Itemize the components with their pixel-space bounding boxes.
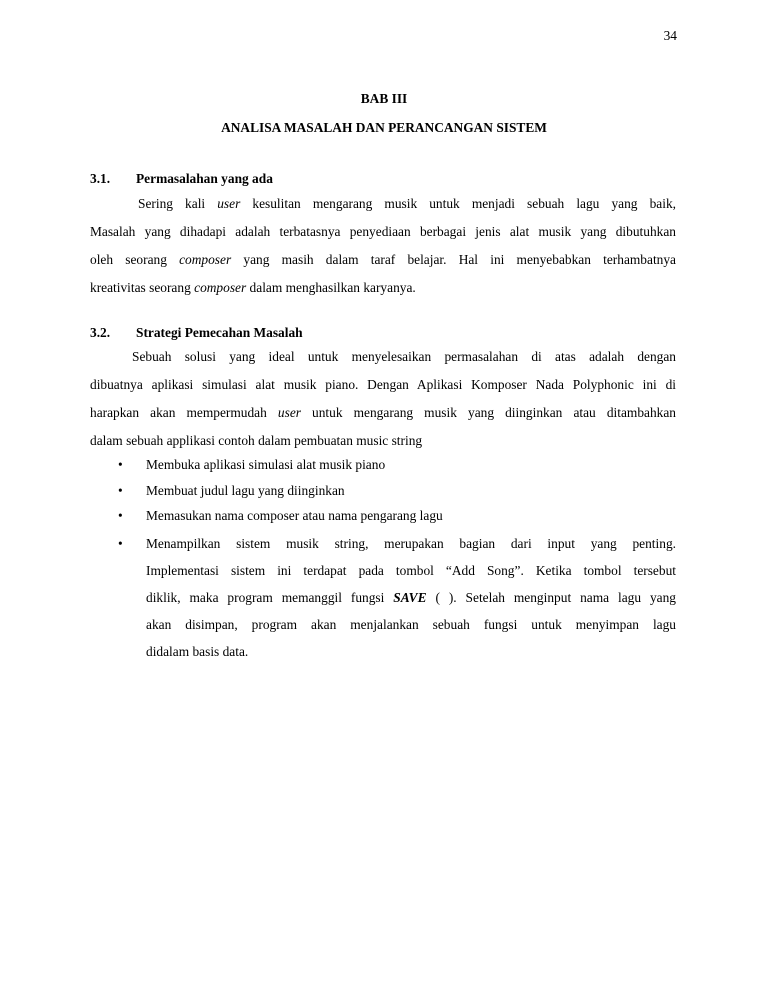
bullet-icon: • (118, 508, 123, 523)
page-number: 34 (663, 28, 677, 43)
bullet-icon: • (118, 535, 123, 551)
list-item-line: diklik, maka program memanggil fungsi SAVE ( ). Setelah menginput nama lagu yang (146, 589, 676, 605)
paragraph-line: dibuatnya aplikasi simulasi alat musik piano. Dengan Aplikasi Komposer Nada Polyphonic ini di (90, 377, 676, 392)
paragraph-line: harapkan akan mempermudah user untuk mengarang musik yang diinginkan atau ditambahkan (90, 405, 676, 420)
bullet-list (118, 452, 676, 665)
list-item-line: Menampilkan sistem musik string, merupakan bagian dari input yang penting. (146, 535, 676, 551)
paragraph-line: kreativitas seorang composer dalam menghasilkan karyanya. (90, 280, 416, 295)
list-item-line: Implementasi sistem ini terdapat pada tombol “Add Song”. Ketika tombol tersebut (146, 562, 676, 578)
bullet-icon: • (118, 457, 123, 472)
chapter-title: ANALISA MASALAH DAN PERANCANGAN SISTEM (221, 120, 547, 135)
list-item-line: akan disimpan, program akan menjalankan sebuah fungsi untuk menyimpan lagu (146, 616, 676, 632)
section-title: Strategi Pemecahan Masalah (136, 325, 303, 340)
list-item: • Membuat judul lagu yang diinginkan (118, 478, 676, 504)
bullet-icon: • (118, 482, 123, 498)
paragraph-3-2 (90, 343, 676, 455)
paragraph-line: dalam sebuah applikasi contoh dalam pembuatan music string (90, 433, 423, 448)
list-item (118, 530, 676, 665)
paragraph-line: oleh seorang composer yang masih dalam taraf belajar. Hal ini menyebabkan terhambatnya (90, 252, 676, 267)
paragraph-3-1 (90, 190, 676, 302)
section-heading-3-2 (90, 325, 303, 341)
paragraph-line: Sebuah solusi yang ideal untuk menyelesaikan permasalahan di atas adalah dengan (132, 349, 676, 364)
section-number: 3.1. (90, 171, 111, 186)
section-heading-3-1 (90, 171, 273, 187)
paragraph-line: Masalah yang dihadapi adalah terbatasnya penyediaan berbagai jenis alat musik yang dibutuhkan (90, 224, 676, 239)
section-title: Permasalahan yang ada (136, 171, 273, 186)
list-item: • Membuka aplikasi simulasi alat musik piano (118, 452, 676, 478)
paragraph-line: Sering kali user kesulitan mengarang musik untuk menjadi sebuah lagu yang baik, (138, 196, 676, 211)
list-item-line: didalam basis data. (146, 643, 249, 659)
list-item: • Memasukan nama composer atau nama pengarang lagu (118, 503, 676, 529)
section-number: 3.2. (90, 325, 111, 340)
chapter-number: BAB III (360, 91, 408, 106)
